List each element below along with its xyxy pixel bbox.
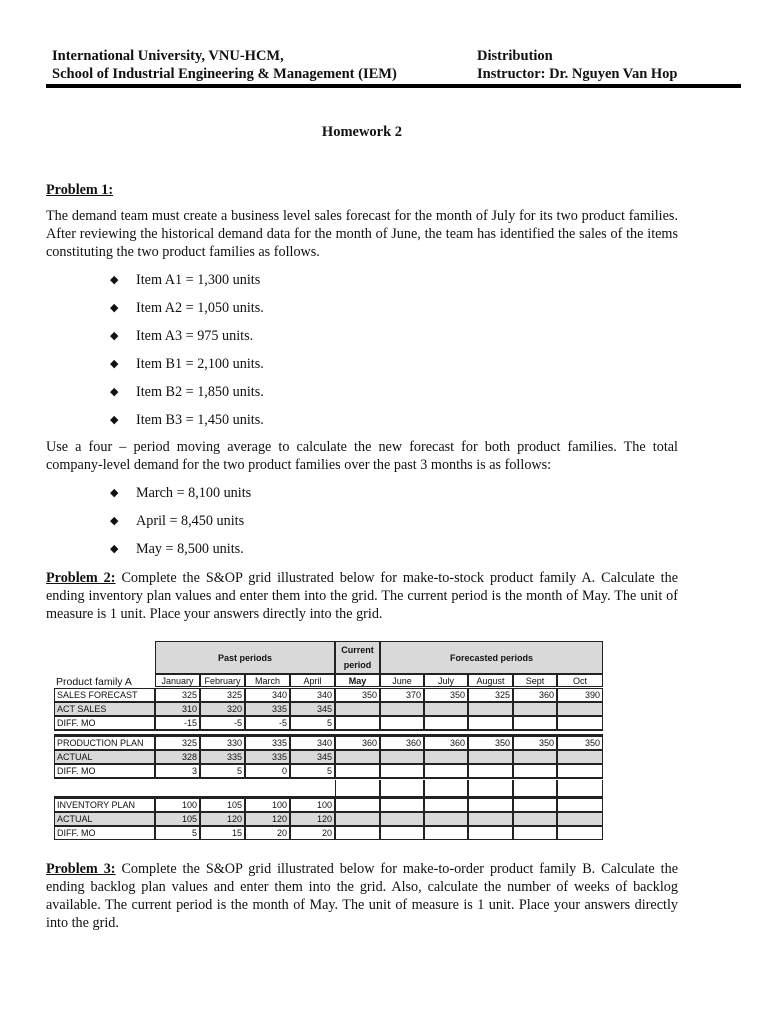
grid-cell (424, 798, 468, 812)
row-label: SALES FORECAST (54, 688, 155, 702)
grid-cell: 328 (155, 750, 200, 764)
school-name: School of Industrial Engineering & Management (IEM) (52, 66, 397, 82)
list-item-text: Item A1 = 1,300 units (136, 272, 261, 288)
month-header: February (200, 674, 245, 687)
month-header: Oct (557, 674, 603, 687)
problem3-paragraph (46, 860, 678, 932)
grid-cell: 320 (200, 702, 245, 716)
grid-cell (513, 798, 557, 812)
month-header: August (468, 674, 513, 687)
grid-cell (424, 750, 468, 764)
grid-cell: 20 (290, 826, 335, 840)
grid-cell: 360 (513, 688, 557, 702)
grid-cell: 105 (200, 798, 245, 812)
page-title: Homework 2 (321, 124, 403, 140)
grid-cell: 5 (290, 764, 335, 778)
problem1-heading-text: Problem 1: (46, 182, 114, 198)
grid-cell: 20 (245, 826, 290, 840)
grid-cell (335, 702, 380, 716)
list-item-text: Item A2 = 1,050 units. (136, 300, 264, 316)
current-period-header (335, 641, 380, 674)
list-item-text: Item B1 = 2,100 units. (136, 356, 264, 372)
current-label-1: Current (341, 645, 374, 655)
month-header: May (335, 674, 380, 687)
diamond-bullet-icon: ◆ (110, 274, 119, 286)
row-label: DIFF. MO (54, 764, 155, 778)
grid-cell: 345 (290, 750, 335, 764)
grid-cell: 5 (200, 764, 245, 778)
problem3-heading: Problem 3: (46, 861, 116, 877)
grid-cell (513, 716, 557, 730)
grid-cell: -5 (200, 716, 245, 730)
list-item (110, 512, 251, 540)
month-header: July (424, 674, 468, 687)
grid-cell: 3 (155, 764, 200, 778)
grid-cell (468, 750, 513, 764)
list-item-text: April = 8,450 units (136, 513, 245, 529)
list-item (110, 484, 251, 512)
grid-cell (557, 812, 603, 826)
grid-cell (380, 798, 424, 812)
course-name: Distribution (477, 48, 553, 64)
header-rule (46, 84, 741, 88)
grid-blank-cell (424, 780, 468, 798)
list-item-text: Item A3 = 975 units. (136, 328, 254, 344)
row-label: DIFF. MO (54, 716, 155, 730)
diamond-bullet-icon: ◆ (110, 358, 119, 370)
diamond-bullet-icon: ◆ (110, 302, 119, 314)
month-header: June (380, 674, 424, 687)
grid-cell: 335 (245, 736, 290, 750)
grid-cell: 100 (245, 798, 290, 812)
grid-cell: -5 (245, 716, 290, 730)
grid-cell: 340 (290, 688, 335, 702)
grid-cell (424, 826, 468, 840)
row-label: DIFF. MO (54, 826, 155, 840)
grid-cell: 120 (290, 812, 335, 826)
grid-cell (335, 812, 380, 826)
grid-cell: 325 (155, 736, 200, 750)
grid-blank-cell (335, 780, 380, 798)
month-header: January (155, 674, 200, 687)
grid-cell (468, 764, 513, 778)
list-item (110, 271, 264, 299)
grid-cell (557, 716, 603, 730)
grid-cell (557, 702, 603, 716)
header-right (477, 47, 677, 83)
row-label: ACT SALES (54, 702, 155, 716)
month-header: Sept (513, 674, 557, 687)
grid-cell (513, 764, 557, 778)
grid-cell: 340 (290, 736, 335, 750)
grid-cell (557, 750, 603, 764)
grid-cell: 350 (557, 736, 603, 750)
diamond-bullet-icon: ◆ (110, 487, 119, 499)
problem2-text: Complete the S&OP grid illustrated below for make-to-stock product family A. Calculate the ending inventory plan values and enter them into the grid. The current period is the month of May. The unit of measure is 1 unit. Place your answers directly into the grid. (46, 570, 678, 622)
sop-grid (54, 641, 603, 841)
grid-cell: 340 (245, 688, 290, 702)
month-header: March (245, 674, 290, 687)
problem1-text2: Use a four – period moving average to calculate the new forecast for both product families. The total company-level demand for the two product families over the past 3 months is as follows: (46, 439, 678, 473)
list-item (110, 327, 264, 355)
month-list (110, 484, 251, 568)
grid-cell (424, 764, 468, 778)
grid-cell (468, 716, 513, 730)
grid-cell (557, 764, 603, 778)
grid-cell: 360 (424, 736, 468, 750)
header-left (52, 47, 397, 83)
grid-cell (557, 798, 603, 812)
problem3-text: Complete the S&OP grid illustrated below for make-to-order product family B. Calculate the ending backlog plan values and enter them into the grid. Also, calculate the number of weeks of backlog available. The current period is the month of May. The unit of measure is 1 unit. Place your answers directly into the grid. (46, 861, 678, 931)
grid-cell: 335 (200, 750, 245, 764)
problem1-heading (46, 181, 678, 199)
diamond-bullet-icon: ◆ (110, 414, 119, 426)
grid-cell: 345 (290, 702, 335, 716)
grid-cell: 360 (380, 736, 424, 750)
grid-cell (380, 702, 424, 716)
grid-cell (380, 716, 424, 730)
past-periods-header: Past periods (155, 641, 335, 674)
grid-blank-cell (513, 780, 557, 798)
grid-cell (335, 716, 380, 730)
product-family-label: Product family A (56, 676, 132, 688)
grid-cell: 0 (245, 764, 290, 778)
list-item (110, 540, 251, 568)
section-divider (54, 730, 603, 736)
university-name: International University, VNU-HCM, (52, 48, 284, 64)
grid-cell: 370 (380, 688, 424, 702)
row-label: ACTUAL (54, 812, 155, 826)
grid-cell: 335 (245, 702, 290, 716)
grid-cell (468, 798, 513, 812)
row-label: PRODUCTION PLAN (54, 736, 155, 750)
list-item (110, 355, 264, 383)
grid-cell (424, 812, 468, 826)
list-item (110, 411, 264, 439)
current-label-2: period (343, 660, 372, 670)
grid-cell: 105 (155, 812, 200, 826)
grid-cell: 15 (200, 826, 245, 840)
diamond-bullet-icon: ◆ (110, 543, 119, 555)
list-item-text: Item B2 = 1,850 units. (136, 384, 264, 400)
problem2-paragraph (46, 569, 678, 623)
grid-cell (335, 764, 380, 778)
list-item (110, 383, 264, 411)
problem2-heading: Problem 2: (46, 570, 116, 586)
grid-cell: 5 (155, 826, 200, 840)
grid-cell (335, 798, 380, 812)
grid-cell: 5 (290, 716, 335, 730)
grid-cell (424, 716, 468, 730)
grid-cell: 335 (245, 750, 290, 764)
list-item-text: March = 8,100 units (136, 485, 252, 501)
grid-cell: 310 (155, 702, 200, 716)
grid-blank-cell (557, 780, 603, 798)
grid-cell (380, 750, 424, 764)
grid-cell (468, 702, 513, 716)
grid-cell (513, 826, 557, 840)
row-label: INVENTORY PLAN (54, 798, 155, 812)
forecasted-periods-header: Forecasted periods (380, 641, 603, 674)
grid-cell: 325 (468, 688, 513, 702)
grid-cell: 120 (245, 812, 290, 826)
grid-cell: 330 (200, 736, 245, 750)
grid-cell (380, 826, 424, 840)
grid-cell: 350 (468, 736, 513, 750)
problem1-intro: The demand team must create a business level sales forecast for the month of July for its two product families. After reviewing the historical demand data for the month of June, the team has identified the sales of the items constituting the two product families as follows. (46, 208, 678, 260)
grid-cell: 325 (155, 688, 200, 702)
grid-cell (335, 750, 380, 764)
list-item (110, 299, 264, 327)
grid-cell (513, 750, 557, 764)
grid-cell (380, 812, 424, 826)
diamond-bullet-icon: ◆ (110, 515, 119, 527)
grid-cell (513, 702, 557, 716)
month-header: April (290, 674, 335, 687)
grid-cell: 100 (155, 798, 200, 812)
item-list (110, 271, 264, 439)
grid-cell: -15 (155, 716, 200, 730)
grid-cell: 350 (335, 688, 380, 702)
grid-cell: 120 (200, 812, 245, 826)
row-label: ACTUAL (54, 750, 155, 764)
grid-cell: 360 (335, 736, 380, 750)
instructor-name: Instructor: Dr. Nguyen Van Hop (477, 66, 678, 82)
diamond-bullet-icon: ◆ (110, 330, 119, 342)
grid-cell: 390 (557, 688, 603, 702)
grid-cell (380, 764, 424, 778)
grid-cell: 100 (290, 798, 335, 812)
grid-cell (513, 812, 557, 826)
list-item-text: May = 8,500 units. (136, 541, 244, 557)
grid-cell: 350 (424, 688, 468, 702)
grid-cell (468, 812, 513, 826)
diamond-bullet-icon: ◆ (110, 386, 119, 398)
list-item-text: Item B3 = 1,450 units. (136, 412, 264, 428)
grid-blank-cell (468, 780, 513, 798)
grid-blank-cell (380, 780, 424, 798)
grid-cell (468, 826, 513, 840)
grid-cell: 350 (513, 736, 557, 750)
grid-cell: 325 (200, 688, 245, 702)
grid-cell (557, 826, 603, 840)
grid-cell (424, 702, 468, 716)
grid-cell (335, 826, 380, 840)
